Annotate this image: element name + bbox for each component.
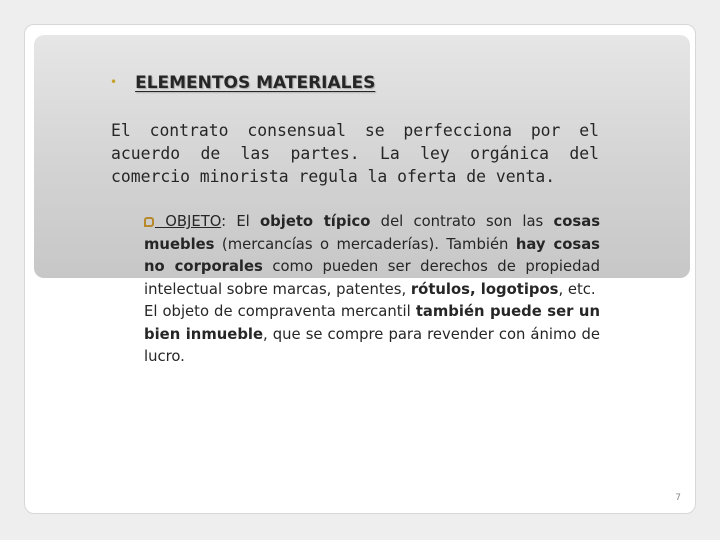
objeto-block bbox=[144, 211, 600, 369]
objeto-bold: hay cosas no corporales bbox=[144, 235, 600, 275]
slide-title: ELEMENTOS MATERIALES bbox=[135, 73, 376, 93]
checkbox-bullet-icon bbox=[144, 217, 154, 227]
objeto-paragraph bbox=[144, 211, 600, 301]
objeto-text: del contrato son las bbox=[370, 213, 554, 230]
intro-paragraph: El contrato consensual se perfecciona por el acuerdo de las partes. La ley orgánica del comercio minorista regula la oferta de venta. bbox=[111, 121, 599, 186]
objeto-text: (mercancías o mercaderías). También bbox=[214, 235, 516, 253]
objeto-text: : El bbox=[221, 213, 260, 230]
page-number: 7 bbox=[675, 493, 681, 503]
slide bbox=[24, 24, 696, 514]
compraventa-paragraph bbox=[144, 301, 600, 369]
title-row bbox=[110, 73, 375, 93]
objeto-bold: objeto típico bbox=[259, 213, 371, 230]
compraventa-bold: también puede ser un bien inmueble bbox=[144, 303, 600, 343]
title-bullet: • bbox=[110, 75, 118, 89]
objeto-label: OBJETO bbox=[155, 213, 222, 230]
objeto-bold: cosas muebles bbox=[144, 213, 601, 253]
objeto-text: , etc. bbox=[558, 280, 596, 298]
compraventa-text: , que se compre para revender con ánimo de lucro. bbox=[144, 325, 600, 365]
objeto-text: como pueden ser derechos de propiedad intelectual sobre marcas, patentes, bbox=[144, 258, 600, 298]
objeto-bold: rótulos, logotipos bbox=[410, 280, 559, 298]
compraventa-text: El objeto de compraventa mercantil bbox=[144, 303, 416, 320]
